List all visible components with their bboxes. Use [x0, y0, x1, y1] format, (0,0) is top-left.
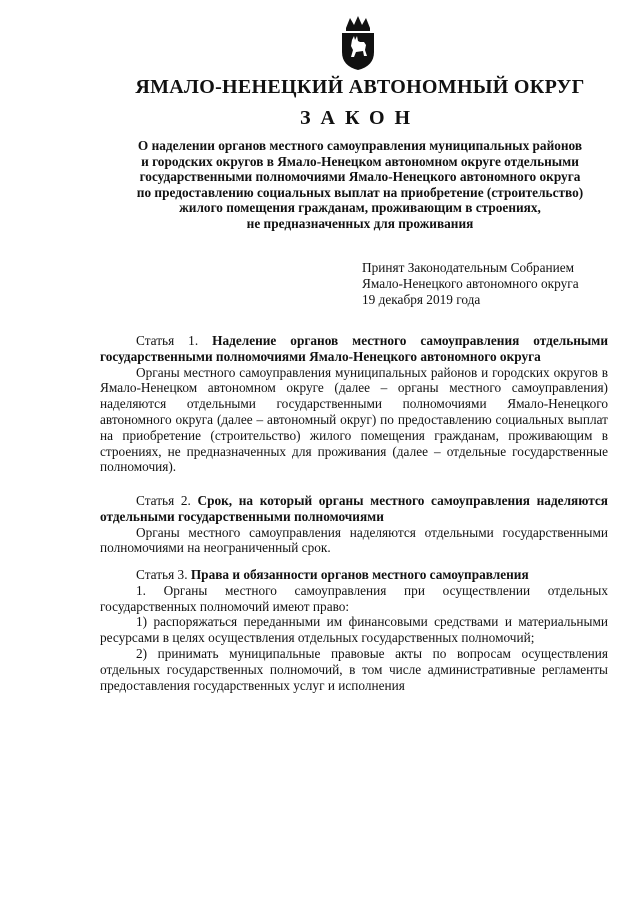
- law-subject: [100, 138, 620, 232]
- adoption-note: [362, 260, 579, 308]
- subject-line: и городских округов в Ямало-Ненецком автономном округе отдельными: [141, 153, 579, 169]
- article-label: Статья 2.: [136, 493, 191, 508]
- article-label: Статья 3.: [136, 567, 188, 582]
- subject-line: не предназначенных для проживания: [246, 215, 474, 231]
- document-type-title: ЗАКОН: [299, 107, 421, 129]
- article-title: Наделение органов местного самоуправления отдельными государственными полномочиями Ямало-Ненецкого автономного округа: [100, 333, 608, 364]
- subject-line: государственными полномочиями Ямало-Ненецкого автономного округа: [139, 169, 581, 185]
- subject-line: по предоставлению социальных выплат на приобретение (строительство): [136, 184, 584, 200]
- article-paragraph: Органы местного самоуправления муниципальных районов и городских округов в Ямало-Ненецком автономном округе (далее – органы местного самоуправления) наделяются отдельными государственными полномочиями Ямало-Ненецкого автономного округа (далее – автономный округ) по предоставлению социальных выплат на приобретение (строительство) жилого помещения гражданам, проживающим в строениях, не предназначенных для проживания (далее – отдельные государственные полномочия).: [100, 364, 608, 475]
- coat-of-arms-icon: [338, 14, 378, 72]
- article-3: [100, 567, 608, 693]
- region-title: ЯМАЛО-НЕНЕЦКИЙ АВТОНОМНЫЙ ОКРУГ: [135, 76, 585, 98]
- article-1: [100, 333, 608, 475]
- article-paragraph: 1) распоряжаться переданными им финансовыми средствами и материальными ресурсами в целях осуществления отдельных государственных полномочий;: [100, 614, 608, 646]
- article-heading: [100, 567, 608, 583]
- article-paragraph: 2) принимать муниципальные правовые акты по вопросам осуществления отдельных государственных полномочий, в том числе административные регламенты предоставления государственных услуг и исполнения: [100, 645, 608, 693]
- article-title: Права и обязанности органов местного самоуправления: [190, 567, 529, 582]
- article-paragraph: Органы местного самоуправления наделяются отдельными государственными полномочиями на неограниченный срок.: [100, 524, 608, 556]
- adoption-line: Ямало-Ненецкого автономного округа: [362, 276, 579, 291]
- article-title: Срок, на который органы местного самоуправления наделяются отдельными государственными полномочиями: [100, 493, 609, 524]
- subject-line: жилого помещения гражданам, проживающим в строениях,: [179, 200, 541, 216]
- adoption-date: 19 декабря 2019 года: [362, 292, 481, 307]
- article-2: [100, 493, 608, 556]
- article-label: Статья 1.: [136, 333, 199, 348]
- article-heading: [100, 333, 608, 365]
- article-heading: [100, 493, 608, 525]
- article-paragraph: 1. Органы местного самоуправления при осуществлении отдельных государственных полномочий имеют право:: [100, 582, 608, 614]
- adoption-line: Принят Законодательным Собранием: [362, 260, 575, 275]
- subject-line: О наделении органов местного самоуправления муниципальных районов: [137, 138, 583, 153]
